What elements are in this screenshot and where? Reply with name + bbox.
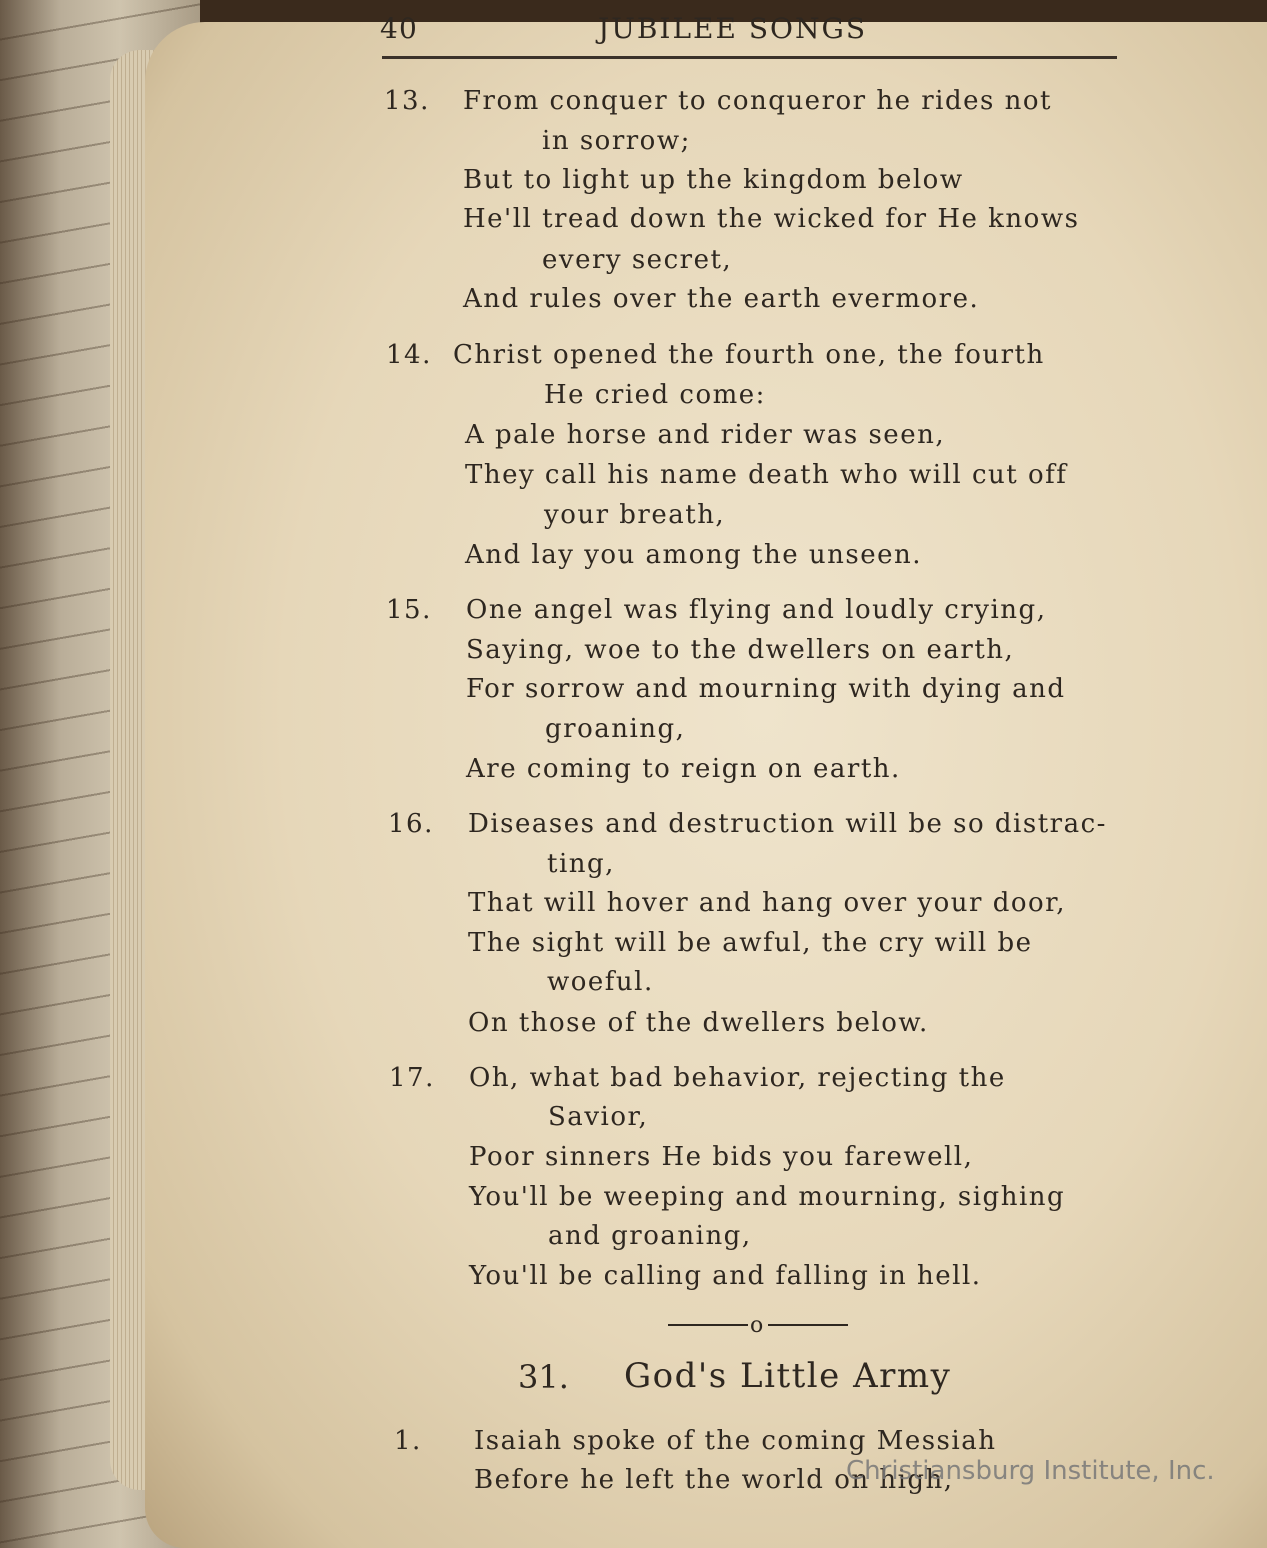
verse-line: You'll be calling and falling in hell. — [469, 1261, 982, 1291]
verse-number: 15. — [386, 595, 432, 625]
verse-line: That will hover and hang over your door, — [468, 888, 1066, 918]
verse-line: You'll be weeping and mourning, sighing — [469, 1182, 1066, 1212]
separator-line-left — [668, 1324, 748, 1326]
separator-ornament: o — [750, 1313, 764, 1338]
verse-line: For sorrow and mourning with dying and — [466, 674, 1066, 704]
verse-line: They call his name death who will cut off — [465, 460, 1068, 490]
verse-number: 16. — [388, 809, 434, 839]
verse-line: groaning, — [545, 714, 686, 744]
verse-line: And rules over the earth evermore. — [463, 284, 980, 314]
verse-line: Oh, what bad behavior, rejecting the — [469, 1063, 1006, 1093]
header-rule — [382, 56, 1117, 59]
verse-line: Diseases and destruction will be so distrac- — [468, 809, 1107, 839]
verse-line: ting, — [547, 849, 615, 879]
verse-line: woeful. — [547, 967, 654, 997]
verse-number: 1. — [394, 1426, 422, 1456]
verse-line: Christ opened the fourth one, the fourth — [453, 340, 1045, 370]
watermark: Christiansburg Institute, Inc. — [846, 1456, 1215, 1486]
verse-line: One angel was flying and loudly crying, — [466, 595, 1047, 625]
verse-number: 14. — [386, 340, 432, 370]
verse-line: Before he left the world on high, — [474, 1465, 954, 1495]
verse-line: The sight will be awful, the cry will be — [468, 928, 1033, 958]
verse-line: your breath, — [544, 500, 726, 530]
verse-line: A pale horse and rider was seen, — [465, 420, 946, 450]
verse-line: Savior, — [548, 1102, 649, 1132]
verse-line: every secret, — [542, 245, 733, 275]
verse-number: 13. — [384, 86, 430, 116]
song-number: 31. — [518, 1358, 569, 1396]
verse-line: Poor sinners He bids you farewell, — [469, 1142, 974, 1172]
verse-line: in sorrow; — [542, 126, 691, 156]
verse-line: Saying, woe to the dwellers on earth, — [466, 635, 1015, 665]
running-title: JUBILEE SONGS — [598, 12, 868, 45]
verse-line: Are coming to reign on earth. — [466, 754, 901, 784]
verse-line: From conquer to conqueror he rides not — [463, 86, 1052, 116]
verse-number: 17. — [389, 1063, 435, 1093]
verse-line: And lay you among the unseen. — [465, 540, 922, 570]
verse-line: He'll tread down the wicked for He knows — [463, 204, 1080, 234]
verse-line: He cried come: — [544, 380, 766, 410]
page-number: 40 — [380, 12, 419, 45]
verse-line: and groaning, — [548, 1221, 752, 1251]
verse-line: On those of the dwellers below. — [468, 1008, 929, 1038]
verse-line: But to light up the kingdom below — [463, 165, 964, 195]
song-title: God's Little Army — [624, 1356, 952, 1396]
verse-line: Isaiah spoke of the coming Messiah — [474, 1426, 997, 1456]
separator-line-right — [768, 1324, 848, 1326]
